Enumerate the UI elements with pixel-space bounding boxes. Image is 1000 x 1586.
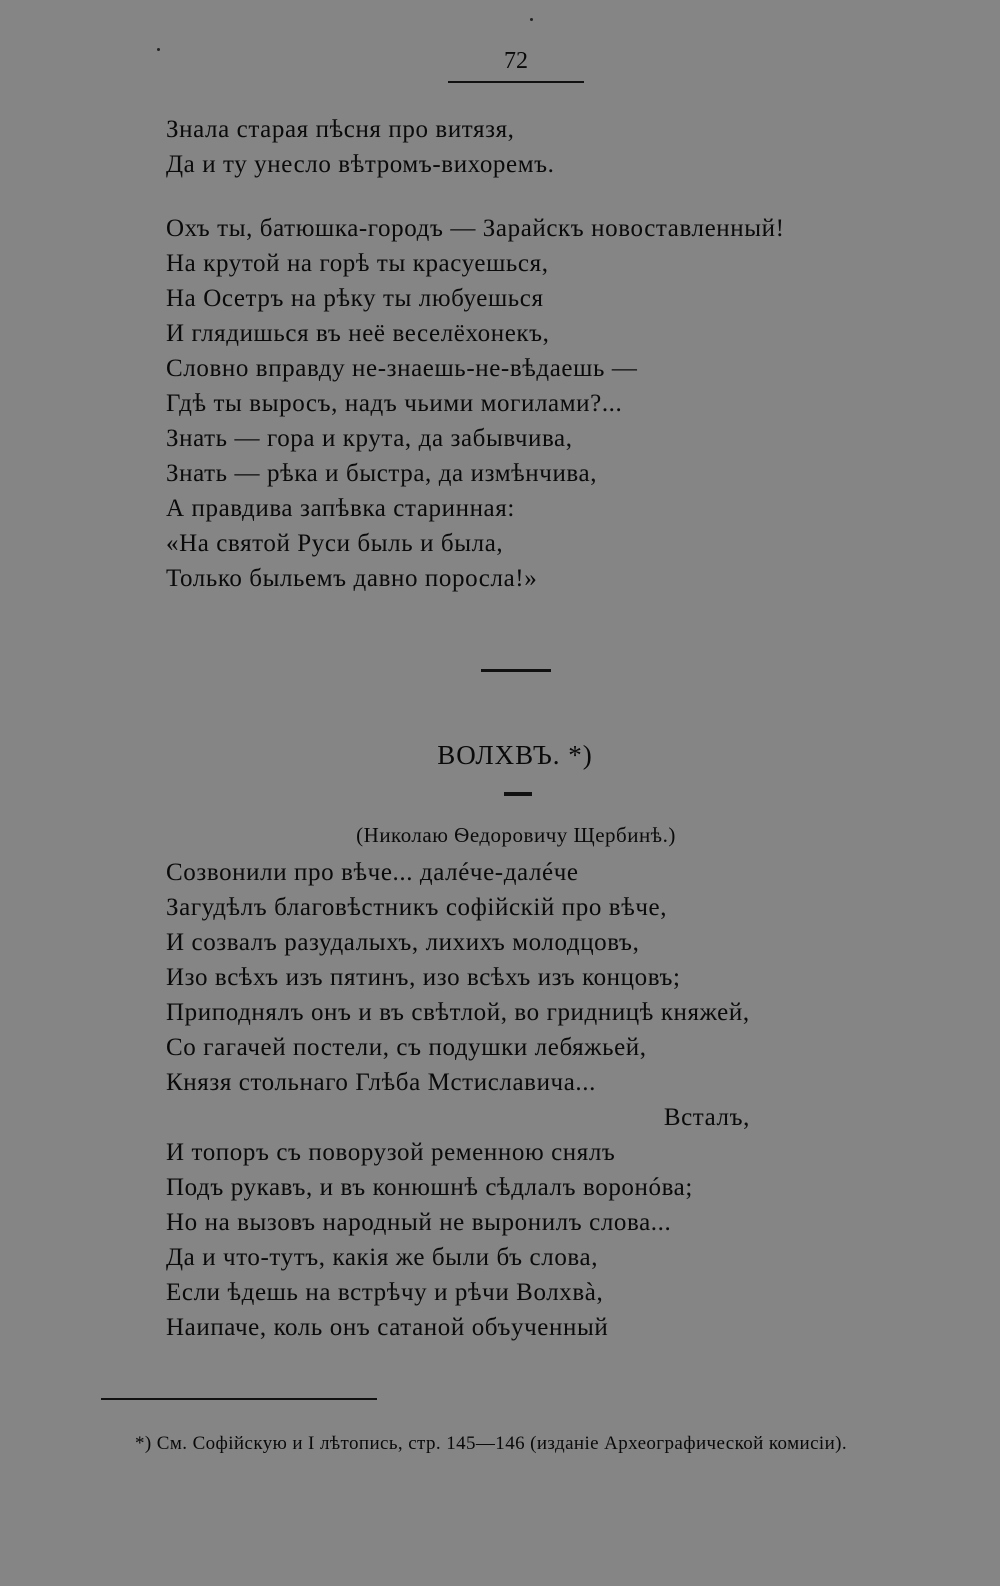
page-number-rule (448, 81, 584, 83)
verse-line: Со гагачей постели, съ подушки лебяжьей, (166, 1034, 647, 1061)
verse-line: На крутой на горѣ ты красуешься, (166, 250, 549, 277)
verse-line: Наипаче, коль онъ сатаной объученный (166, 1314, 609, 1341)
verse-line: Знать — рѣка и быстра, да измѣнчива, (166, 460, 598, 487)
verse-line: Созвонили про вѣче... далéче-далéче (166, 859, 579, 886)
verse-line: Знала старая пѣсня про витязя, (166, 116, 515, 143)
verse-line-right: Всталъ, (663, 1104, 750, 1131)
verse-line: Охъ ты, батюшка-городъ — Зарайскъ новоставленный! (166, 215, 785, 242)
verse-line: Да и что-тутъ, какія же были бъ слова, (166, 1244, 599, 1271)
print-speck (157, 48, 160, 51)
verse-line: И глядишься въ неё веселёхонекъ, (166, 320, 550, 347)
page-number: 72 (504, 48, 528, 74)
verse-line: А правдива запѣвка старинная: (166, 495, 515, 522)
verse-line: Словно вправду не-знаешь-не-вѣдаешь — (166, 355, 638, 382)
verse-line: Подъ рукавъ, и въ конюшнѣ сѣдлалъ воронóва; (166, 1174, 693, 1201)
verse-line: Да и ту унесло вѣтромъ-вихоремъ. (166, 151, 555, 178)
poem-title: ВОЛХВЪ. *) (437, 740, 593, 770)
verse-line: Знать — гора и крута, да забывчива, (166, 425, 573, 452)
verse-line: Только быльемъ давно поросла!» (166, 565, 538, 592)
title-dash (504, 792, 532, 796)
footnote-rule (101, 1398, 377, 1400)
stanza-1 (166, 112, 555, 182)
verse-line: Гдѣ ты выросъ, надъ чьими могилами?... (166, 390, 623, 417)
verse-line: Но на вызовъ народный не выронилъ слова... (166, 1209, 672, 1236)
verse-line: Князя стольнаго Глѣба Мстиславича... (166, 1069, 596, 1096)
verse-line: «На святой Руси быль и была, (166, 530, 504, 557)
verse-line: И созвалъ разудалыхъ, лихихъ молодцовъ, (166, 929, 640, 956)
verse-line: Если ѣдешь на встрѣчу и рѣчи Волхвà, (166, 1279, 604, 1306)
footnote: *) См. Софійскую и I лѣтопись, стр. 145—146 (изданіе Археографической комисіи). (135, 1433, 848, 1454)
verse-line: Изо всѣхъ изъ пятинъ, изо всѣхъ изъ концовъ; (166, 964, 681, 991)
poem-body (166, 855, 750, 1345)
stanza-2 (166, 211, 785, 596)
print-speck (530, 18, 533, 21)
verse-line: Загудѣлъ благовѣстникъ софійскій про вѣче, (166, 894, 668, 921)
dedication: (Николаю Ѳедоровичу Щербинѣ.) (356, 823, 676, 847)
verse-line: Приподнялъ онъ и въ свѣтлой, во гридницѣ княжей, (166, 999, 750, 1026)
section-divider (481, 669, 551, 672)
verse-line: На Осетръ на рѣку ты любуешься (166, 285, 544, 312)
verse-line: И топоръ съ поворузой ременною снялъ (166, 1139, 616, 1166)
